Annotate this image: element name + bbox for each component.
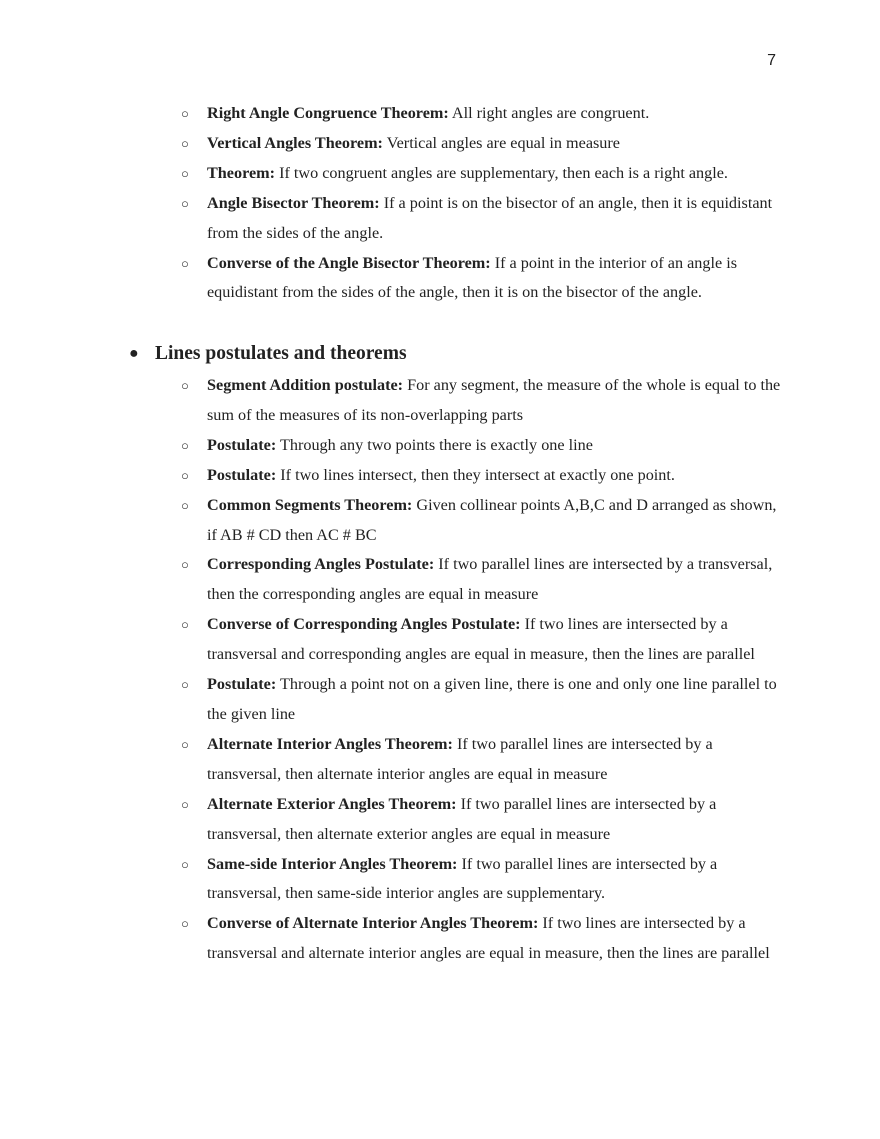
list-item bbox=[181, 461, 782, 491]
list-item bbox=[181, 189, 782, 249]
hollow-circle-bullet-icon: ○ bbox=[181, 677, 189, 693]
theorem-text: All right angles are congruent. bbox=[451, 104, 650, 122]
theorem-term: Segment Addition postulate: bbox=[207, 376, 404, 394]
theorem-term: Same-side Interior Angles Theorem: bbox=[207, 854, 458, 873]
theorem-text: For any segment, the measure of the whole is equal to the sum of the measures of its non-overlapping parts bbox=[207, 376, 781, 424]
hollow-circle-bullet-icon: ○ bbox=[181, 255, 189, 271]
theorem-text: Given collinear points A,B,C and D arranged as shown, if AB # CD then AC # BC bbox=[207, 495, 777, 544]
theorem-term: Theorem: bbox=[207, 163, 276, 182]
list-item bbox=[181, 550, 782, 610]
theorem-term: Alternate Interior Angles Theorem: bbox=[207, 734, 453, 753]
lines-theorems-list bbox=[181, 371, 782, 969]
theorem-text: Through any two points there is exactly one line bbox=[280, 435, 593, 454]
hollow-circle-bullet-icon: ○ bbox=[181, 467, 189, 483]
theorem-text: If two lines are intersected by a transversal and corresponding angles are equal in measure, then the lines are parallel bbox=[207, 615, 755, 664]
theorem-term: Converse of Corresponding Angles Postulate: bbox=[207, 615, 521, 634]
list-item bbox=[181, 129, 782, 159]
theorem-term: Postulate: bbox=[207, 675, 277, 694]
theorem-term: Angle Bisector Theorem: bbox=[207, 193, 380, 212]
list-item bbox=[181, 371, 782, 431]
list-item bbox=[181, 159, 782, 189]
theorem-text: If two lines are intersected by a transversal and alternate interior angles are equal in measure, then the lines are parallel bbox=[207, 914, 770, 963]
angle-theorems-list bbox=[181, 99, 782, 308]
hollow-circle-bullet-icon: ○ bbox=[181, 378, 189, 393]
theorem-term: Right Angle Congruence Theorem: bbox=[207, 104, 449, 122]
list-item bbox=[181, 610, 782, 670]
section-heading-lines bbox=[129, 339, 407, 369]
theorem-text: If a point is on the bisector of an angle, then it is equidistant from the sides of the angle. bbox=[207, 193, 773, 242]
hollow-circle-bullet-icon: ○ bbox=[181, 106, 189, 121]
list-item bbox=[181, 670, 782, 730]
theorem-term: Alternate Exterior Angles Theorem: bbox=[207, 794, 457, 813]
hollow-circle-bullet-icon: ○ bbox=[181, 497, 189, 513]
theorem-text: If two parallel lines are intersected by a transversal, then the corresponding angles are equal in measure bbox=[207, 555, 773, 604]
theorem-term: Common Segments Theorem: bbox=[207, 495, 413, 514]
list-item bbox=[181, 730, 782, 790]
list-item bbox=[181, 790, 782, 850]
hollow-circle-bullet-icon: ○ bbox=[181, 617, 189, 633]
list-item bbox=[181, 249, 782, 309]
theorem-text: If a point in the interior of an angle is equidistant from the sides of the angle, then it is on the bisector of the angle. bbox=[207, 253, 738, 302]
theorem-text: If two parallel lines are intersected by a transversal, then same-side interior angles are supplementary. bbox=[207, 854, 718, 903]
theorem-term: Postulate: bbox=[207, 435, 277, 454]
list-item bbox=[181, 431, 782, 461]
hollow-circle-bullet-icon: ○ bbox=[181, 437, 189, 453]
hollow-circle-bullet-icon: ○ bbox=[181, 557, 189, 573]
hollow-circle-bullet-icon: ○ bbox=[181, 736, 189, 752]
theorem-text: If two lines intersect, then they intersect at exactly one point. bbox=[280, 465, 675, 484]
filled-circle-bullet-icon: ● bbox=[129, 345, 139, 362]
section-heading-text: Lines postulates and theorems bbox=[155, 343, 407, 364]
page-number: 7 bbox=[767, 52, 776, 69]
list-item bbox=[181, 491, 782, 551]
list-item bbox=[181, 99, 782, 129]
theorem-term: Postulate: bbox=[207, 465, 277, 484]
hollow-circle-bullet-icon: ○ bbox=[181, 165, 189, 181]
hollow-circle-bullet-icon: ○ bbox=[181, 916, 189, 932]
theorem-term: Converse of the Angle Bisector Theorem: bbox=[207, 253, 491, 272]
list-item bbox=[181, 909, 782, 969]
theorem-term: Vertical Angles Theorem: bbox=[207, 133, 383, 152]
list-item bbox=[181, 850, 782, 910]
theorem-text: Through a point not on a given line, there is one and only one line parallel to the given line bbox=[207, 675, 777, 723]
theorem-term: Converse of Alternate Interior Angles Theorem: bbox=[207, 914, 539, 933]
theorem-text: If two parallel lines are intersected by a transversal, then alternate exterior angles are equal in measure bbox=[207, 794, 717, 843]
hollow-circle-bullet-icon: ○ bbox=[181, 135, 189, 151]
theorem-text: If two congruent angles are supplementary, then each is a right angle. bbox=[279, 163, 728, 182]
theorem-term: Corresponding Angles Postulate: bbox=[207, 555, 435, 574]
theorem-text: Vertical angles are equal in measure bbox=[386, 133, 620, 152]
hollow-circle-bullet-icon: ○ bbox=[181, 856, 189, 872]
hollow-circle-bullet-icon: ○ bbox=[181, 195, 189, 211]
theorem-text: If two parallel lines are intersected by a transversal, then alternate interior angles are equal in measure bbox=[207, 734, 713, 783]
hollow-circle-bullet-icon: ○ bbox=[181, 796, 189, 812]
